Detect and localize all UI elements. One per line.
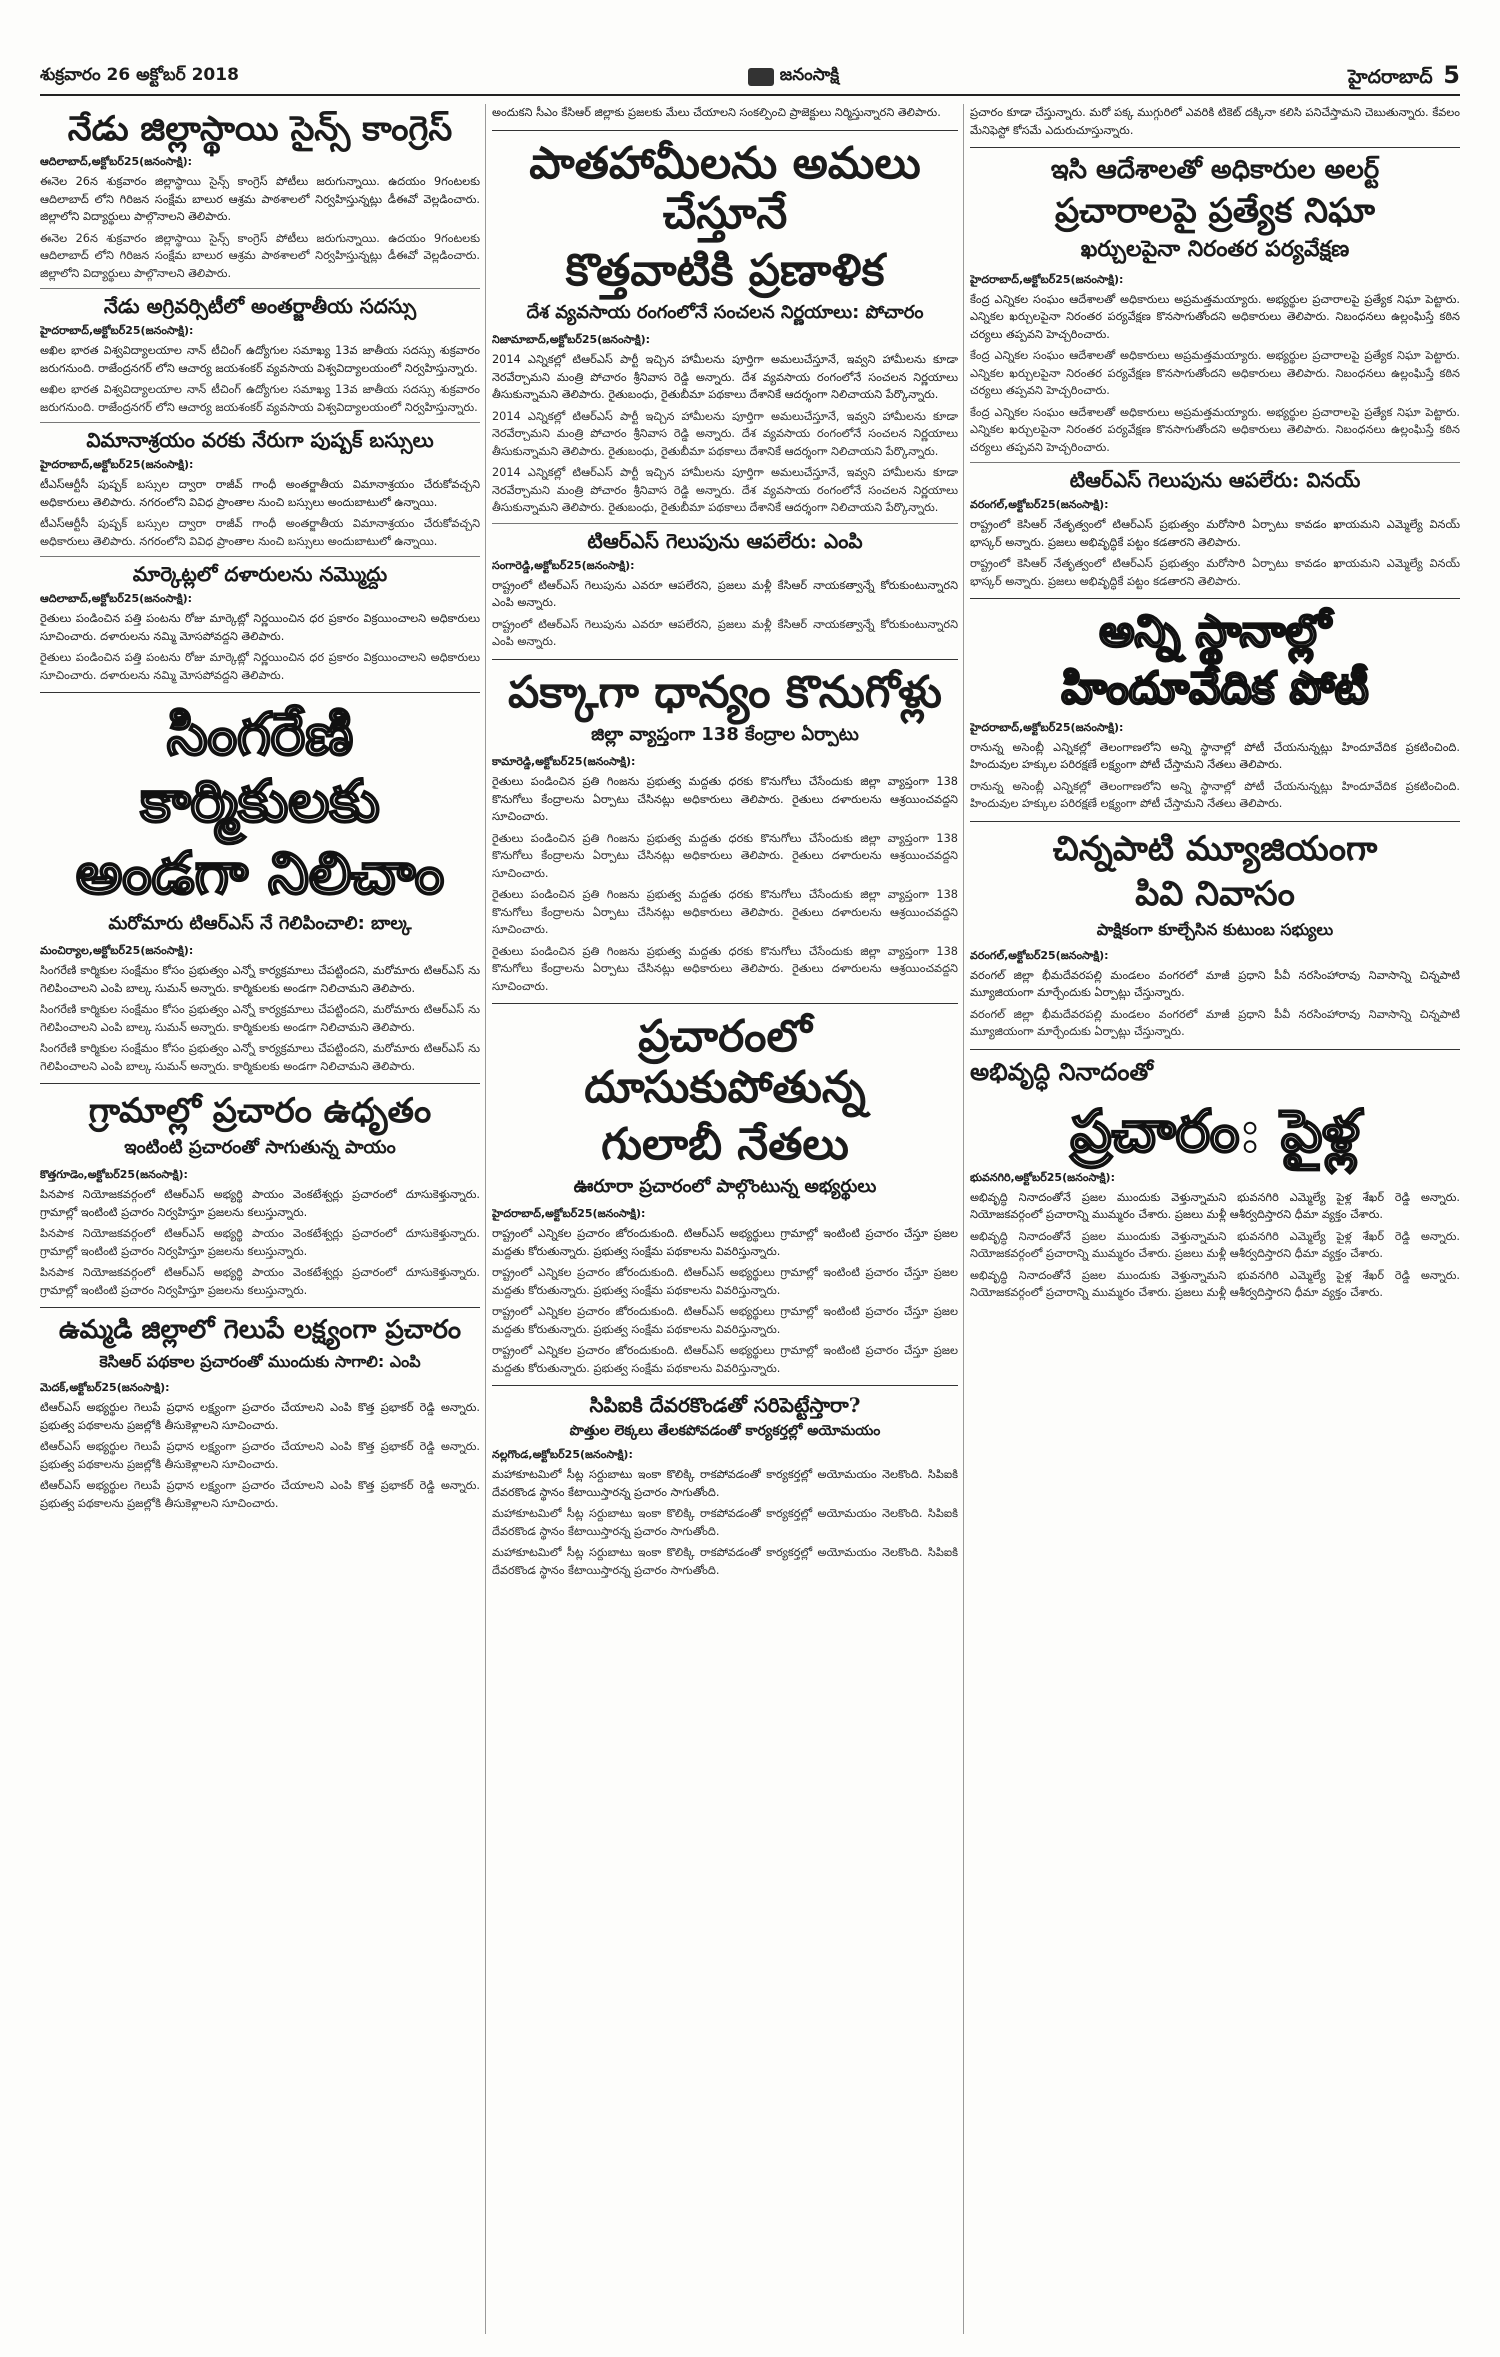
article-body-continued: రైతులు పండించిన ప్రతి గింజను ప్రభుత్వ మద్దతు ధరకు కొనుగోలు చేసేందుకు జిల్లా వ్యాప్తంగా 138 కొనుగోలు కేంద్రాలను ఏర్పాటు చేసినట్లు అధికారులు తెలిపారు. రైతులు దళారులను ఆశ్రయించవద్దని సూచించారు. bbox=[492, 888, 958, 937]
article-body: అభివృద్ధి నినాదంతోనే ప్రజల ముందుకు వెళ్తున్నామని భువనగిరి ఎమ్మెల్యే పైళ్ల శేఖర్ రెడ్డి అన్నారు. నియోజకవర్గంలో ప్రచారాన్ని ముమ్మరం చేశారు. ప్రజలు మళ్లీ ఆశీర్వదిస్తారని ధీమా వ్యక్తం చేశారు. bbox=[970, 1190, 1460, 1222]
article-body-continued: రాష్ట్రంలో ఎన్నికల ప్రచారం జోరందుకుంది. టిఆర్ఎస్ అభ్యర్థులు గ్రామాల్లో ఇంటింటి ప్రచారం చేస్తూ ప్రజల మద్దతు కోరుతున్నారు. ప్రభుత్వ సంక్షేమ పథకాలను వివరిస్తున్నారు. bbox=[492, 1344, 958, 1375]
edition-info bbox=[1348, 61, 1460, 93]
issue-date: శుక్రవారం 26 అక్టోబర్ 2018 bbox=[40, 65, 239, 85]
article-body-continued: రైతులు పండించిన ప్రతి గింజను ప్రభుత్వ మద్దతు ధరకు కొనుగోలు చేసేందుకు జిల్లా వ్యాప్తంగా 138 కొనుగోలు కేంద్రాలను ఏర్పాటు చేసినట్లు అధికారులు తెలిపారు. రైతులు దళారులను ఆశ్రయించవద్దని సూచించారు. bbox=[492, 944, 958, 993]
subheadline: ఊరూరా ప్రచారంలో పాల్గొంటున్న అభ్యర్థులు bbox=[573, 1176, 877, 1198]
article-body: కేంద్ర ఎన్నికల సంఘం ఆదేశాలతో అధికారులు అప్రమత్తమయ్యారు. అభ్యర్థుల ప్రచారాలపై ప్రత్యేక నిఘా పెట్టారు. ఎన్నికల ఖర్చులపైనా నిరంతర పర్యవేక్షణ కొనసాగుతోందని అధికారులు తెలిపారు. నిబంధనలు ఉల్లంఘిస్తే కఠిన చర్యలు తప్పవని హెచ్చరించారు. bbox=[970, 292, 1460, 341]
headline: ప్రచారంలో దూసుకుపోతున్న bbox=[584, 1011, 866, 1113]
dateline: వరంగల్,అక్టోబర్25(జనంసాక్షి): bbox=[970, 498, 1109, 512]
headline: పాతహామీలను అమలు చేస్తూనే bbox=[529, 137, 921, 240]
article-body: రాష్ట్రంలో ఎన్నికల ప్రచారం జోరందుకుంది. టిఆర్ఎస్ అభ్యర్థులు గ్రామాల్లో ఇంటింటి ప్రచారం చేస్తూ ప్రజల మద్దతు కోరుతున్నారు. ప్రభుత్వ సంక్షేమ పథకాలను వివరిస్తున్నారు. bbox=[492, 1227, 958, 1258]
column-center bbox=[492, 104, 958, 2334]
subheadline: పాక్షికంగా కూల్చేసిన కుటుంబ సభ్యులు bbox=[1096, 919, 1334, 939]
page-number: 5 bbox=[1443, 61, 1460, 89]
divider bbox=[40, 1307, 480, 1308]
headline: సింగరేణి కార్మికులకు bbox=[140, 700, 380, 835]
article-body-continued: సింగరేణి కార్మికుల సంక్షేమం కోసం ప్రభుత్వం ఎన్నో కార్యక్రమాలు చేపట్టిందని, మరోమారు టిఆర్ఎస్ ను గెలిపించాలని ఎంపి బాల్క సుమన్ అన్నారు. కార్మికులకు అండగా నిలిచామని తెలిపారు. bbox=[40, 1042, 480, 1073]
article-body: రానున్న అసెంబ్లీ ఎన్నికల్లో తెలంగాణలోని అన్ని స్థానాల్లో పోటీ చేయనున్నట్లు హిందూవేదిక ప్రకటించింది. హిందువుల హక్కుల పరిరక్షణే లక్ష్యంగా పోటీ చేస్తామని నేతలు తెలిపారు. bbox=[970, 740, 1460, 772]
headline: సిపిఐకి దేవరకొండతో సరిపెట్టేస్తారా? bbox=[589, 1393, 861, 1418]
article-body-continued: 2014 ఎన్నికల్లో టిఆర్ఎస్ పార్టీ ఇచ్చిన హామీలను పూర్తిగా అమలుచేస్తూనే, ఇవ్వని హామీలను కూడా నెరవేర్చామని మంత్రి పోచారం శ్రీనివాస రెడ్డి అన్నారు. దేశ వ్యవసాయ రంగంలోనే సంచలన నిర్ణయాలు తీసుకున్నామని తెలిపారు. రైతుబంధు, రైతుబీమా పథకాలు దేశానికే ఆదర్శంగా నిలిచాయని పేర్కొన్నారు. bbox=[492, 466, 958, 515]
divider bbox=[40, 692, 480, 693]
article-body-continued: అభివృద్ధి నినాదంతోనే ప్రజల ముందుకు వెళ్తున్నామని భువనగిరి ఎమ్మెల్యే పైళ్ల శేఖర్ రెడ్డి అన్నారు. నియోజకవర్గంలో ప్రచారాన్ని ముమ్మరం చేశారు. ప్రజలు మళ్లీ ఆశీర్వదిస్తారని ధీమా వ్యక్తం చేశారు. bbox=[970, 1268, 1460, 1300]
article-body: టిఆర్ఎస్ అభ్యర్థుల గెలుపే ప్రధాన లక్ష్యంగా ప్రచారం చేయాలని ఎంపి కొత్త ప్రభాకర్ రెడ్డి అన్నారు. ప్రభుత్వ పథకాలను ప్రజల్లోకి తీసుకెళ్లాలని సూచించారు. bbox=[40, 1401, 480, 1432]
dateline: వరంగల్,అక్టోబర్25(జనంసాక్షి): bbox=[970, 948, 1109, 962]
paper-name: జనంసాక్షి bbox=[779, 65, 840, 85]
divider bbox=[40, 422, 480, 423]
article-body-continued: 2014 ఎన్నికల్లో టిఆర్ఎస్ పార్టీ ఇచ్చిన హామీలను పూర్తిగా అమలుచేస్తూనే, ఇవ్వని హామీలను కూడా నెరవేర్చామని మంత్రి పోచారం శ్రీనివాస రెడ్డి అన్నారు. దేశ వ్యవసాయ రంగంలోనే సంచలన నిర్ణయాలు తీసుకున్నామని తెలిపారు. రైతుబంధు, రైతుబీమా పథకాలు దేశానికే ఆదర్శంగా నిలిచాయని పేర్కొన్నారు. bbox=[492, 409, 958, 458]
subheadline: జిల్లా వ్యాప్తంగా 138 కేంద్రాల ఏర్పాటు bbox=[591, 724, 859, 746]
article-body-continued: మహాకూటమిలో సీట్ల సర్దుబాటు ఇంకా కొలిక్కి రాకపోవడంతో కార్యకర్తల్లో అయోమయం నెలకొంది. సిపిఐకి దేవరకొండ స్థానం కేటాయిస్తారన్న ప్రచారం సాగుతోంది. bbox=[492, 1546, 958, 1577]
article-body: ఈనెల 26న శుక్రవారం జిల్లాస్థాయి సైన్స్ కాంగ్రెస్ పోటీలు జరుగున్నాయి. ఉదయం 9గంటలకు ఆదిలాబాద్ లోని గిరిజన సంక్షేమ బాలుర ఆశ్రమ పాఠశాలలో నిర్వహిస్తున్నట్లు డీఈవో వెల్లడించారు. జిల్లాలోని విద్యార్థులు పాల్గొనాలని తెలిపారు. bbox=[40, 175, 480, 224]
divider bbox=[492, 1003, 958, 1004]
dateline: హైదరాబాద్,అక్టోబర్25(జనంసాక్షి): bbox=[40, 458, 194, 472]
dateline: మెదక్,అక్టోబర్25(జనంసాక్షి): bbox=[40, 1381, 170, 1395]
headline: నేడు జిల్లాస్థాయి సైన్స్ కాంగ్రెస్ bbox=[67, 109, 453, 149]
headline: టిఆర్ఎస్ గెలుపును ఆపలేరు: ఎంపి bbox=[587, 528, 863, 553]
article-body-continued: రానున్న అసెంబ్లీ ఎన్నికల్లో తెలంగాణలోని అన్ని స్థానాల్లో పోటీ చేయనున్నట్లు హిందూవేదిక ప్రకటించింది. హిందువుల హక్కుల పరిరక్షణే లక్ష్యంగా పోటీ చేస్తామని నేతలు తెలిపారు. bbox=[970, 779, 1460, 811]
divider bbox=[970, 821, 1460, 822]
logo-mark-icon bbox=[748, 68, 774, 86]
article-body: రాష్ట్రంలో టిఆర్ఎస్ గెలుపును ఎవరూ ఆపలేరని, ప్రజలు మళ్లీ కేసిఆర్ నాయకత్వాన్నే కోరుకుంటున్నారని ఎంపి అన్నారు. bbox=[492, 578, 958, 610]
article-body-continued: టిఆర్ఎస్ అభ్యర్థుల గెలుపే ప్రధాన లక్ష్యంగా ప్రచారం చేయాలని ఎంపి కొత్త ప్రభాకర్ రెడ్డి అన్నారు. ప్రభుత్వ పథకాలను ప్రజల్లోకి తీసుకెళ్లాలని సూచించారు. bbox=[40, 1479, 480, 1510]
headline: ఇసి ఆదేశాలతో అధికారుల అలర్ట్ bbox=[1050, 155, 1380, 185]
column-divider bbox=[963, 104, 964, 2334]
subheadline: ఖర్చులపైనా నిరంతర పర్యవేక్షణ bbox=[1080, 236, 1350, 262]
divider bbox=[40, 1083, 480, 1084]
article-body-continued: సింగరేణి కార్మికుల సంక్షేమం కోసం ప్రభుత్వం ఎన్నో కార్యక్రమాలు చేపట్టిందని, మరోమారు టిఆర్ఎస్ ను గెలిపించాలని ఎంపి బాల్క సుమన్ అన్నారు. కార్మికులకు అండగా నిలిచామని తెలిపారు. bbox=[40, 1003, 480, 1034]
article-body-continued: రైతులు పండించిన ప్రతి గింజను ప్రభుత్వ మద్దతు ధరకు కొనుగోలు చేసేందుకు జిల్లా వ్యాప్తంగా 138 కొనుగోలు కేంద్రాలను ఏర్పాటు చేసినట్లు అధికారులు తెలిపారు. రైతులు దళారులను ఆశ్రయించవద్దని సూచించారు. bbox=[492, 831, 958, 880]
headline: నేడు అగ్రివర్సిటీలో అంతర్జాతీయ సదస్సు bbox=[103, 294, 417, 319]
dateline: హైదరాబాద్,అక్టోబర్25(జనంసాక్షి): bbox=[970, 272, 1124, 286]
masthead bbox=[40, 60, 1460, 96]
subheadline: దేశ వ్యవసాయ రంగంలోనే సంచలన నిర్ణయాలు: పోచారం bbox=[526, 302, 924, 324]
column-divider bbox=[485, 104, 486, 2334]
divider bbox=[492, 130, 958, 131]
dateline: నల్లగొండ,అక్టోబర్25(జనంసాక్షి): bbox=[492, 1448, 633, 1462]
divider bbox=[970, 147, 1460, 148]
article-body-continued: అభివృద్ధి నినాదంతోనే ప్రజల ముందుకు వెళ్తున్నామని భువనగిరి ఎమ్మెల్యే పైళ్ల శేఖర్ రెడ్డి అన్నారు. నియోజకవర్గంలో ప్రచారాన్ని ముమ్మరం చేశారు. ప్రజలు మళ్లీ ఆశీర్వదిస్తారని ధీమా వ్యక్తం చేశారు. bbox=[970, 1229, 1460, 1261]
headline-line2: అండగా నిలిచాం bbox=[75, 839, 445, 908]
dateline: ఆదిలాబాద్,అక్టోబర్25(జనంసాక్షి): bbox=[40, 155, 193, 169]
article-body-continued: పినపాక నియోజకవర్గంలో టిఆర్ఎస్ అభ్యర్థి పాయం వెంకటేశ్వర్లు ప్రచారంలో దూసుకెళ్తున్నారు. గ్రామాల్లో ఇంటింటి ప్రచారం నిర్వహిస్తూ ప్రజలను కలుస్తున్నారు. bbox=[40, 1227, 480, 1258]
divider bbox=[970, 462, 1460, 463]
dateline: మంచిర్యాల,అక్టోబర్25(జనంసాక్షి): bbox=[40, 944, 194, 958]
article-body: సింగరేణి కార్మికుల సంక్షేమం కోసం ప్రభుత్వం ఎన్నో కార్యక్రమాలు చేపట్టిందని, మరోమారు టిఆర్ఎస్ ను గెలిపించాలని ఎంపి బాల్క సుమన్ అన్నారు. కార్మికులకు అండగా నిలిచామని తెలిపారు. bbox=[40, 964, 480, 995]
article-body-continued: రాష్ట్రంలో కెసిఆర్ నేతృత్వంలో టిఆర్ఎస్ ప్రభుత్వం మరోసారి ఏర్పాటు కావడం ఖాయమని ఎమ్మెల్యే వినయ్ భాస్కర్ అన్నారు. ప్రజలు అభివృద్ధికే పట్టం కడతారని తెలిపారు. bbox=[970, 557, 1460, 588]
article-body: రాష్ట్రంలో కెసిఆర్ నేతృత్వంలో టిఆర్ఎస్ ప్రభుత్వం మరోసారి ఏర్పాటు కావడం ఖాయమని ఎమ్మెల్యే వినయ్ భాస్కర్ అన్నారు. ప్రజలు అభివృద్ధికే పట్టం కడతారని తెలిపారు. bbox=[970, 518, 1460, 549]
article-body-continued: వరంగల్ జిల్లా భీమదేవరపల్లి మండలం వంగరలో మాజీ ప్రధాని పీవీ నరసింహారావు నివాసాన్ని చిన్నపాటి మ్యూజియంగా మార్చేందుకు ఏర్పాట్లు చేస్తున్నారు. bbox=[970, 1007, 1460, 1039]
dateline: హైదరాబాద్,అక్టోబర్25(జనంసాక్షి): bbox=[492, 1207, 646, 1221]
dateline: హైదరాబాద్,అక్టోబర్25(జనంసాక్షి): bbox=[970, 720, 1124, 734]
subheadline: మరోమారు టిఆర్ఎస్ నే గెలిపించాలి: బాల్క bbox=[108, 913, 412, 935]
article-body-continued: అఖిల భారత విశ్వవిద్యాలయాల నాన్ టీచింగ్ ఉద్యోగుల సమాఖ్య 13వ జాతీయ సదస్సు శుక్రవారం జరుగనుంది. రాజేంద్రనగర్ లోని ఆచార్య జయశంకర్ వ్యవసాయ విశ్వవిద్యాలయంలో నిర్వహిస్తున్నారు. bbox=[40, 383, 480, 414]
article-body: రైతులు పండించిన ప్రతి గింజను ప్రభుత్వ మద్దతు ధరకు కొనుగోలు చేసేందుకు జిల్లా వ్యాప్తంగా 138 కొనుగోలు కేంద్రాలను ఏర్పాటు చేసినట్లు అధికారులు తెలిపారు. రైతులు దళారులను ఆశ్రయించవద్దని సూచించారు. bbox=[492, 775, 958, 824]
subheadline: ఇంటింటి ప్రచారంతో సాగుతున్న పాయం bbox=[124, 1137, 396, 1159]
kicker: అభివృద్ధి నినాదంతో bbox=[970, 1057, 1153, 1086]
article-body: వరంగల్ జిల్లా భీమదేవరపల్లి మండలం వంగరలో మాజీ ప్రధాని పీవీ నరసింహారావు నివాసాన్ని చిన్నపాటి మ్యూజియంగా మార్చేందుకు ఏర్పాట్లు చేస్తున్నారు. bbox=[970, 968, 1460, 1000]
article-body: మహాకూటమిలో సీట్ల సర్దుబాటు ఇంకా కొలిక్కి రాకపోవడంతో కార్యకర్తల్లో అయోమయం నెలకొంది. సిపిఐకి దేవరకొండ స్థానం కేటాయిస్తారన్న ప్రచారం సాగుతోంది. bbox=[492, 1468, 958, 1499]
headline: ప్రచారం: పైళ్ల bbox=[1070, 1096, 1360, 1165]
dateline: ఆదిలాబాద్,అక్టోబర్25(జనంసాక్షి): bbox=[40, 592, 193, 606]
divider bbox=[970, 598, 1460, 599]
divider bbox=[40, 288, 480, 289]
dateline: భువనగిరి,అక్టోబర్25(జనంసాక్షి): bbox=[970, 1170, 1115, 1184]
headline-line2: హిందూవేదిక పోటీ bbox=[1061, 663, 1369, 715]
article-body-continued: టీఎస్ఆర్టీసీ పుష్పక్ బస్సుల ద్వారా రాజీవ్ గాంధీ అంతర్జాతీయ విమానాశ్రయం చేరుకోవచ్చని అధికారులు తెలిపారు. నగరంలోని వివిధ ప్రాంతాల నుంచి బస్సులు అందుబాటులో ఉన్నాయి. bbox=[40, 517, 480, 548]
article-body: పినపాక నియోజకవర్గంలో టిఆర్ఎస్ అభ్యర్థి పాయం వెంకటేశ్వర్లు ప్రచారంలో దూసుకెళ్తున్నారు. గ్రామాల్లో ఇంటింటి ప్రచారం నిర్వహిస్తూ ప్రజలను కలుస్తున్నారు. bbox=[40, 1188, 480, 1219]
article-body-continued: రైతులు పండించిన పత్తి పంటను రోజు మార్కెట్లో నిర్ణయించిన ధర ప్రకారం విక్రయించాలని అధికారులు సూచించారు. దళారులను నమ్మి మోసపోవద్దని తెలిపారు. bbox=[40, 651, 480, 682]
article-body-continued: మహాకూటమిలో సీట్ల సర్దుబాటు ఇంకా కొలిక్కి రాకపోవడంతో కార్యకర్తల్లో అయోమయం నెలకొంది. సిపిఐకి దేవరకొండ స్థానం కేటాయిస్తారన్న ప్రచారం సాగుతోంది. bbox=[492, 1507, 958, 1538]
dateline: నిజామాబాద్,అక్టోబర్25(జనంసాక్షి): bbox=[492, 333, 651, 347]
headline: పక్కాగా ధాన్యం కొనుగోళ్లు bbox=[508, 666, 942, 718]
headline: విమానాశ్రయం వరకు నేరుగా పుష్పక్ బస్సులు bbox=[86, 428, 434, 453]
article-body-continued: పినపాక నియోజకవర్గంలో టిఆర్ఎస్ అభ్యర్థి పాయం వెంకటేశ్వర్లు ప్రచారంలో దూసుకెళ్తున్నారు. గ్రామాల్లో ఇంటింటి ప్రచారం నిర్వహిస్తూ ప్రజలను కలుస్తున్నారు. bbox=[40, 1266, 480, 1297]
headline: గ్రామాల్లో ప్రచారం ఉధృతం bbox=[88, 1091, 432, 1132]
headline: ఉమ్మడి జిల్లాలో గెలుపే లక్ష్యంగా ప్రచారం bbox=[58, 1315, 462, 1346]
dateline: సంగారెడ్డి,అక్టోబర్25(జనంసాక్షి): bbox=[492, 558, 635, 572]
column-left bbox=[40, 104, 480, 2334]
headline-line2: ప్రచారాలపై ప్రత్యేక నిఘా bbox=[1054, 190, 1376, 231]
edition-city: హైదరాబాద్ bbox=[1348, 66, 1433, 88]
article-body: అఖిల భారత విశ్వవిద్యాలయాల నాన్ టీచింగ్ ఉద్యోగుల సమాఖ్య 13వ జాతీయ సదస్సు శుక్రవారం జరుగనుంది. రాజేంద్రనగర్ లోని ఆచార్య జయశంకర్ వ్యవసాయ విశ్వవిద్యాలయంలో నిర్వహిస్తున్నారు. bbox=[40, 344, 480, 375]
divider bbox=[492, 523, 958, 524]
headline: చిన్నపాటి మ్యూజియంగా bbox=[1052, 828, 1378, 869]
article-body: ప్రచారం కూడా చేస్తున్నారు. మరో పక్క ముగ్గురిలో ఎవరికి టికెట్ దక్కినా కలిసి పనిచేస్తామని చెబుతున్నారు. కేవలం మేనిఫెస్టో కోసమే ఎదురుచూస్తున్నారు. bbox=[970, 106, 1460, 137]
article-body-continued: టిఆర్ఎస్ అభ్యర్థుల గెలుపే ప్రధాన లక్ష్యంగా ప్రచారం చేయాలని ఎంపి కొత్త ప్రభాకర్ రెడ్డి అన్నారు. ప్రభుత్వ పథకాలను ప్రజల్లోకి తీసుకెళ్లాలని సూచించారు. bbox=[40, 1440, 480, 1471]
article-body-continued: రాష్ట్రంలో టిఆర్ఎస్ గెలుపును ఎవరూ ఆపలేరని, ప్రజలు మళ్లీ కేసిఆర్ నాయకత్వాన్నే కోరుకుంటున్నారని ఎంపి అన్నారు. bbox=[492, 617, 958, 649]
paper-logo bbox=[748, 65, 839, 89]
article-body: రైతులు పండించిన పత్తి పంటను రోజు మార్కెట్లో నిర్ణయించిన ధర ప్రకారం విక్రయించాలని అధికారులు సూచించారు. దళారులను నమ్మి మోసపోవద్దని తెలిపారు. bbox=[40, 612, 480, 643]
headline: అన్ని స్థానాల్లో bbox=[1099, 606, 1331, 658]
divider bbox=[492, 1385, 958, 1386]
dateline: హైదరాబాద్,అక్టోబర్25(జనంసాక్షి): bbox=[40, 324, 194, 338]
divider bbox=[40, 556, 480, 557]
article-body: అందుకని సీఎం కేసిఆర్ జిల్లాకు ప్రజలకు మేలు చేయాలని సంకల్పించి ప్రాజెక్టులు నిర్మిస్తున్నారని తెలిపారు. bbox=[492, 106, 941, 119]
article-body-continued: రాష్ట్రంలో ఎన్నికల ప్రచారం జోరందుకుంది. టిఆర్ఎస్ అభ్యర్థులు గ్రామాల్లో ఇంటింటి ప్రచారం చేస్తూ ప్రజల మద్దతు కోరుతున్నారు. ప్రభుత్వ సంక్షేమ పథకాలను వివరిస్తున్నారు. bbox=[492, 1266, 958, 1297]
dateline: కొత్తగూడెం,అక్టోబర్25(జనంసాక్షి): bbox=[40, 1168, 188, 1182]
headline-line2: కొత్తవాటికి ప్రణాళిక bbox=[565, 244, 885, 296]
headline: టిఆర్ఎస్ గెలుపును ఆపలేరు: వినయ్ bbox=[1069, 468, 1361, 493]
article-body: టీఎస్ఆర్టీసీ పుష్పక్ బస్సుల ద్వారా రాజీవ్ గాంధీ అంతర్జాతీయ విమానాశ్రయం చేరుకోవచ్చని అధికారులు తెలిపారు. నగరంలోని వివిధ ప్రాంతాల నుంచి బస్సులు అందుబాటులో ఉన్నాయి. bbox=[40, 478, 480, 509]
dateline: కామారెడ్డి,అక్టోబర్25(జనంసాక్షి): bbox=[492, 755, 636, 769]
divider bbox=[492, 659, 958, 660]
subheadline: పొత్తుల లెక్కలు తేలకపోవడంతో కార్యకర్తల్లో అయోమయం bbox=[569, 1423, 881, 1440]
article-body-continued: కేంద్ర ఎన్నికల సంఘం ఆదేశాలతో అధికారులు అప్రమత్తమయ్యారు. అభ్యర్థుల ప్రచారాలపై ప్రత్యేక నిఘా పెట్టారు. ఎన్నికల ఖర్చులపైనా నిరంతర పర్యవేక్షణ కొనసాగుతోందని అధికారులు తెలిపారు. నిబంధనలు ఉల్లంఘిస్తే కఠిన చర్యలు తప్పవని హెచ్చరించారు. bbox=[970, 349, 1460, 398]
article-body-continued: కేంద్ర ఎన్నికల సంఘం ఆదేశాలతో అధికారులు అప్రమత్తమయ్యారు. అభ్యర్థుల ప్రచారాలపై ప్రత్యేక నిఘా పెట్టారు. ఎన్నికల ఖర్చులపైనా నిరంతర పర్యవేక్షణ కొనసాగుతోందని అధికారులు తెలిపారు. నిబంధనలు ఉల్లంఘిస్తే కఠిన చర్యలు తప్పవని హెచ్చరించారు. bbox=[970, 405, 1460, 454]
article-body: 2014 ఎన్నికల్లో టిఆర్ఎస్ పార్టీ ఇచ్చిన హామీలను పూర్తిగా అమలుచేస్తూనే, ఇవ్వని హామీలను కూడా నెరవేర్చామని మంత్రి పోచారం శ్రీనివాస రెడ్డి అన్నారు. దేశ వ్యవసాయ రంగంలోనే సంచలన నిర్ణయాలు తీసుకున్నామని తెలిపారు. రైతుబంధు, రైతుబీమా పథకాలు దేశానికే ఆదర్శంగా నిలిచాయని పేర్కొన్నారు. bbox=[492, 353, 958, 402]
subheadline: కెసిఆర్ పథకాల ప్రచారంతో ముందుకు సాగాలి: ఎంపి bbox=[99, 1352, 421, 1372]
headline: మార్కెట్లలో దళారులను నమ్మొద్దు bbox=[132, 562, 388, 587]
article-body-continued: రాష్ట్రంలో ఎన్నికల ప్రచారం జోరందుకుంది. టిఆర్ఎస్ అభ్యర్థులు గ్రామాల్లో ఇంటింటి ప్రచారం చేస్తూ ప్రజల మద్దతు కోరుతున్నారు. ప్రభుత్వ సంక్షేమ పథకాలను వివరిస్తున్నారు. bbox=[492, 1305, 958, 1336]
article-body-continued: ఈనెల 26న శుక్రవారం జిల్లాస్థాయి సైన్స్ కాంగ్రెస్ పోటీలు జరుగున్నాయి. ఉదయం 9గంటలకు ఆదిలాబాద్ లోని గిరిజన సంక్షేమ బాలుర ఆశ్రమ పాఠశాలలో నిర్వహిస్తున్నట్లు డీఈవో వెల్లడించారు. జిల్లాలోని విద్యార్థులు పాల్గొనాలని తెలిపారు. bbox=[40, 231, 480, 280]
headline-line2: గులాబీ నేతలు bbox=[601, 1118, 849, 1170]
column-right bbox=[970, 104, 1460, 2334]
headline-line2: పివి నివాసం bbox=[1135, 873, 1295, 914]
divider bbox=[970, 1049, 1460, 1050]
